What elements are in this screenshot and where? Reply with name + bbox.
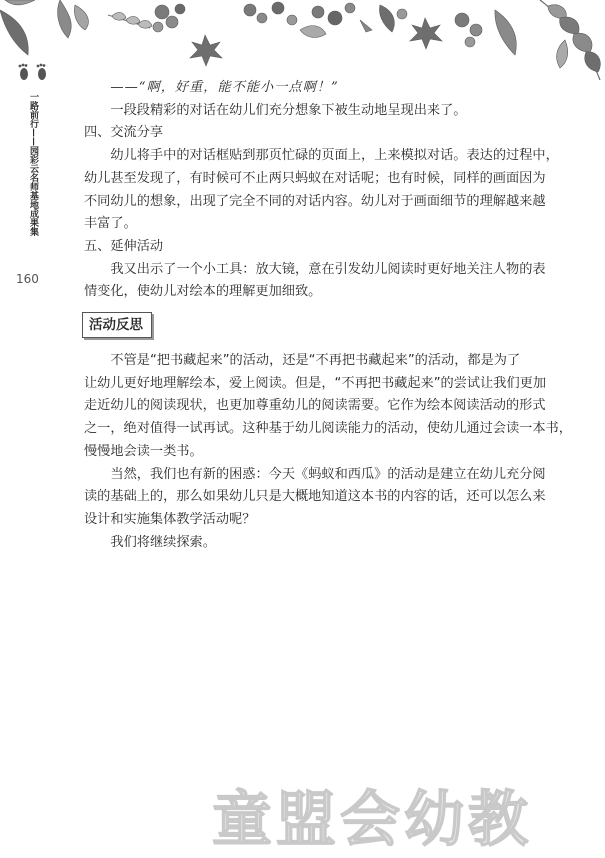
section-heading-extension: 五、延伸活动 [84, 238, 164, 254]
footprints-logo-icon [14, 62, 54, 82]
paragraph-line: 情变化，使幼儿对绘本的理解更加细致。 [84, 284, 322, 300]
watermark-text: 童盟会幼教 [212, 785, 532, 855]
paragraph-line: 幼儿将手中的对话框贴到那页忙碌的页面上，上来模拟对话。表达的过程中， [110, 148, 559, 164]
page-content [84, 77, 572, 554]
paragraph-line: 幼儿甚至发现了，有时候可不止两只蚂蚁在对话呢；也有时候，同样的画面因为 [84, 170, 546, 186]
intro-paragraph-line: 一段段精彩的对话在幼儿们充分想象下被生动地呈现出来了。 [110, 102, 467, 118]
paragraph-line: 不管是“把书藏起来”的活动，还是“不再把书藏起来”的活动，都是为了 [110, 353, 521, 369]
page-number: 160 [16, 272, 39, 286]
paragraph-line: 我又出示了一个小工具：放大镜，意在引发幼儿阅读时更好地关注人物的表 [110, 261, 546, 277]
paragraph-line: 走近幼儿的阅读现状，也更加尊重幼儿的阅读需要。它作为绘本阅读活动的形式 [84, 398, 546, 414]
paragraph-line: 当然，我们也有新的困惑：今天《蚂蚁和西瓜》的活动是建立在幼儿充分阅 [110, 466, 546, 482]
book-series-title: 一路前行——园彩云名师基地成果集 [28, 92, 38, 236]
paragraph-line: 不同幼儿的想象，出现了完全不同的对话内容。幼儿对于画面细节的理解越来越 [84, 193, 546, 209]
paragraph-line: 慢慢地会读一类书。 [84, 443, 203, 459]
paragraph-line: 读的基础上的，那么如果幼儿只是大概地知道这本书的内容的话，还可以怎么来 [84, 489, 546, 505]
reflection-label-box: 活动反思 [82, 312, 152, 338]
quote-line: ——“啊，好重，能不能小一点啊！” [110, 80, 339, 95]
paragraph-line: 丰富了。 [84, 216, 137, 232]
paragraph-line: 我们将继续探索。 [110, 534, 216, 550]
section-heading-share: 四、交流分享 [84, 125, 164, 141]
paragraph-line: 让幼儿更好地理解绘本，爱上阅读。但是，“不再把书藏起来”的尝试让我们更加 [84, 375, 547, 391]
paragraph-line: 设计和实施集体教学活动呢？ [84, 511, 256, 527]
leaf-banner-decoration [0, 0, 605, 80]
paragraph-line: 之一，绝对值得一试再试。这种基于幼儿阅读能力的活动，使幼儿通过会读一本书， [84, 421, 572, 437]
